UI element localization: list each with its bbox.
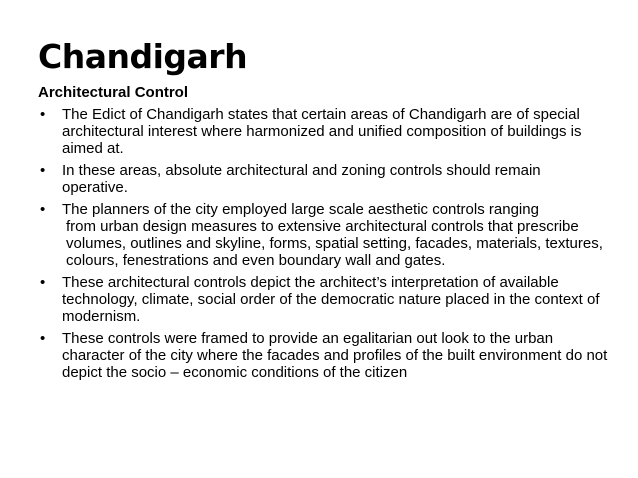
bullet-icon: • bbox=[40, 106, 46, 123]
bullet-text: These controls were framed to provide an egalitarian out look to the urban character of the city where the facades and profiles of the built environment do not depict the socio – economic conditions of the citizen bbox=[62, 330, 608, 381]
bullet-text: In these areas, absolute architectural and zoning controls should remain operative. bbox=[62, 162, 541, 196]
bullet-icon: • bbox=[40, 330, 46, 347]
bullet-icon: • bbox=[40, 162, 46, 179]
bullet-text: The planners of the city employed large scale aesthetic controls ranging bbox=[62, 201, 539, 218]
bullet-item bbox=[38, 162, 608, 196]
bullet-item bbox=[38, 106, 608, 157]
bullet-item bbox=[38, 201, 608, 269]
bullet-icon: • bbox=[40, 201, 46, 218]
section-subtitle: Architectural Control bbox=[38, 84, 189, 101]
bullet-text: These architectural controls depict the architect’s interpretation of available technology, climate, social order of the democratic nature placed in the context of modernism. bbox=[62, 274, 600, 325]
slide-title: Chandigarh bbox=[38, 37, 248, 76]
bullet-list bbox=[38, 106, 608, 381]
bullet-item bbox=[38, 274, 608, 325]
bullet-continuation: from urban design measures to extensive architectural controls that prescribe volumes, outlines and skyline, forms, spatial setting, facades, materials, textures, colours, fenestrations and even boundary wall and gates. bbox=[66, 218, 603, 269]
bullet-text: The Edict of Chandigarh states that certain areas of Chandigarh are of special architectural interest where harmonized and unified composition of buildings is aimed at. bbox=[62, 106, 582, 157]
bullet-item bbox=[38, 330, 608, 381]
bullet-icon: • bbox=[40, 274, 46, 291]
